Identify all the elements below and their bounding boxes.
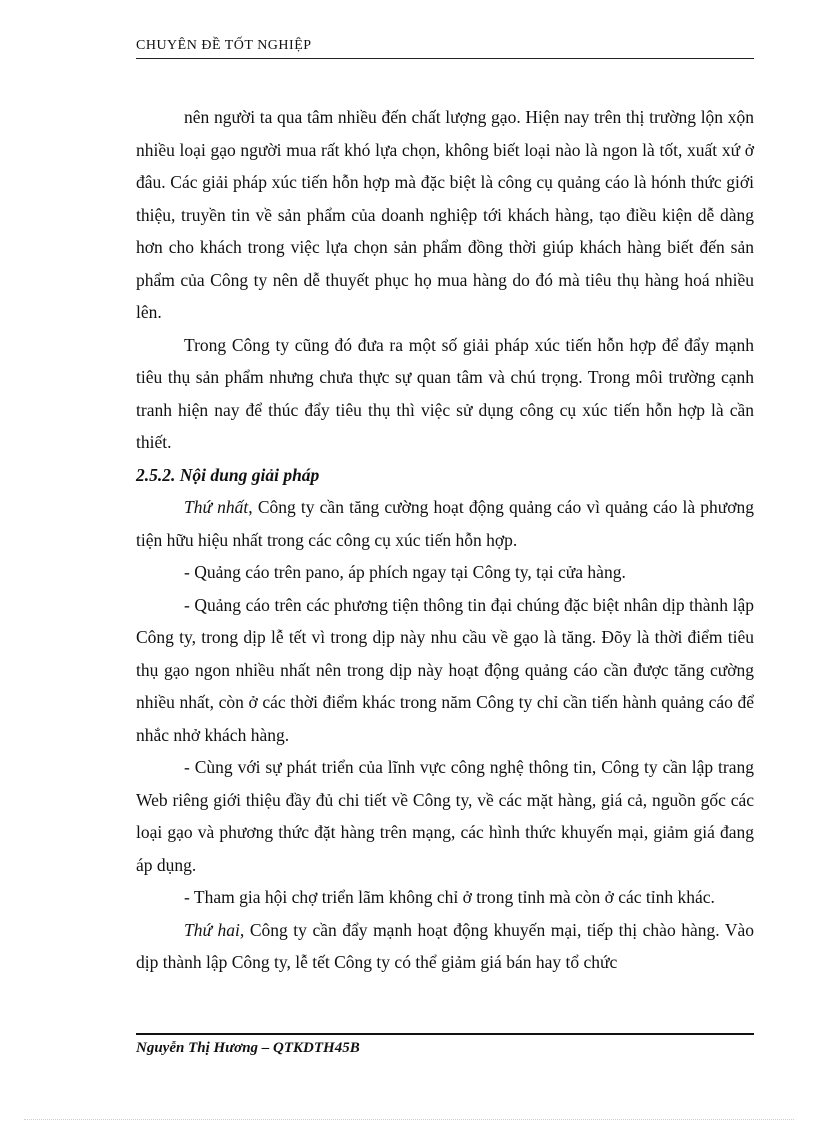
paragraph-2: Trong Công ty cũng đó đưa ra một số giải pháp xúc tiến hỗn hợp để đẩy mạnh tiêu thụ sản phẩm nhưng chưa thực sự quan tâm và chú trọng. Trong môi trường cạnh tranh hiện nay để thúc đẩy tiêu thụ thì việc sử dụng công cụ xúc tiến hỗn hợp là cần thiết. [136, 334, 754, 452]
page-edge-divider [24, 1119, 794, 1120]
emphasis-first: Thứ nhất [184, 497, 249, 517]
page-footer [136, 1033, 754, 1057]
section-heading: 2.5.2. Nội dung giải pháp [136, 464, 320, 485]
bullet-item-2: - Quảng cáo trên các phương tiện thông tin đại chúng đặc biệt nhân dịp thành lập Công ty, trong dịp lễ tết vì trong dịp này nhu cầu về gạo là tăng. Đõy là thời điểm tiêu thụ gạo ngon nhiều nhất nên trong dịp này hoạt động quảng cáo cần được tăng cường nhiều nhất, còn ở các thời điểm khác trong năm Công ty chỉ cần tiến hành quảng cáo để nhắc nhở khách hàng. [136, 594, 754, 745]
body-text [136, 101, 754, 979]
footer-author: Nguyễn Thị Hương – QTKDTH45B [136, 1040, 360, 1056]
paragraph-4-text: Công ty cần đẩy mạnh hoạt động khuyến mại, tiếp thị chào hàng. Vào dịp thành lập Công ty, lễ tết Công ty có thể giảm giá bán hay tổ chức [136, 919, 755, 972]
bullet-item-3: - Cùng với sự phát triển của lĩnh vực công nghệ thông tin, Công ty cần lập trang Web riêng giới thiệu đầy đủ chi tiết về Công ty, về các mặt hàng, giá cả, nguồn gốc các loại gạo và phương thức đặt hàng trên mạng, các hình thức khuyến mại, giảm giá đang áp dụng. [136, 757, 754, 875]
paragraph-3 [136, 491, 754, 556]
paragraph-1: nên người ta qua tâm nhiều đến chất lượng gạo. Hiện nay trên thị trường lộn xộn nhiều loại gạo người mua rất khó lựa chọn, không biết loại nào là ngon là tốt, xuất xứ ở đâu. Các giải pháp xúc tiến hỗn hợp mà đặc biệt là công cụ quảng cáo là hónh thức giới thiệu, truyền tin về sản phẩm của doanh nghiệp tới khách hàng, tạo điều kiện dễ dàng hơn cho khách trong việc lựa chọn sản phẩm đồng thời giúp khách hàng biết đến sản phẩm của Công ty nên dễ thuyết phục họ mua hàng do đó mà tiêu thụ hàng hoá nhiều lên. [136, 107, 754, 322]
bullet-item-4: - Tham gia hội chợ triển lãm không chỉ ở trong tỉnh mà còn ở các tỉnh khác. [184, 887, 715, 907]
paragraph-3-text: , Công ty cần tăng cường hoạt động quảng cáo vì quảng cáo là phương tiện hữu hiệu nhất trong các công cụ xúc tiến hỗn hợp. [136, 497, 754, 550]
page-header [136, 36, 754, 59]
paragraph-4 [136, 914, 754, 979]
bullet-item-1: - Quảng cáo trên pano, áp phích ngay tại Công ty, tại cửa hàng. [184, 562, 626, 582]
header-title: CHUYÊN ĐỀ TỐT NGHIỆP [136, 38, 312, 53]
emphasis-second: Thứ hai, [184, 919, 245, 940]
